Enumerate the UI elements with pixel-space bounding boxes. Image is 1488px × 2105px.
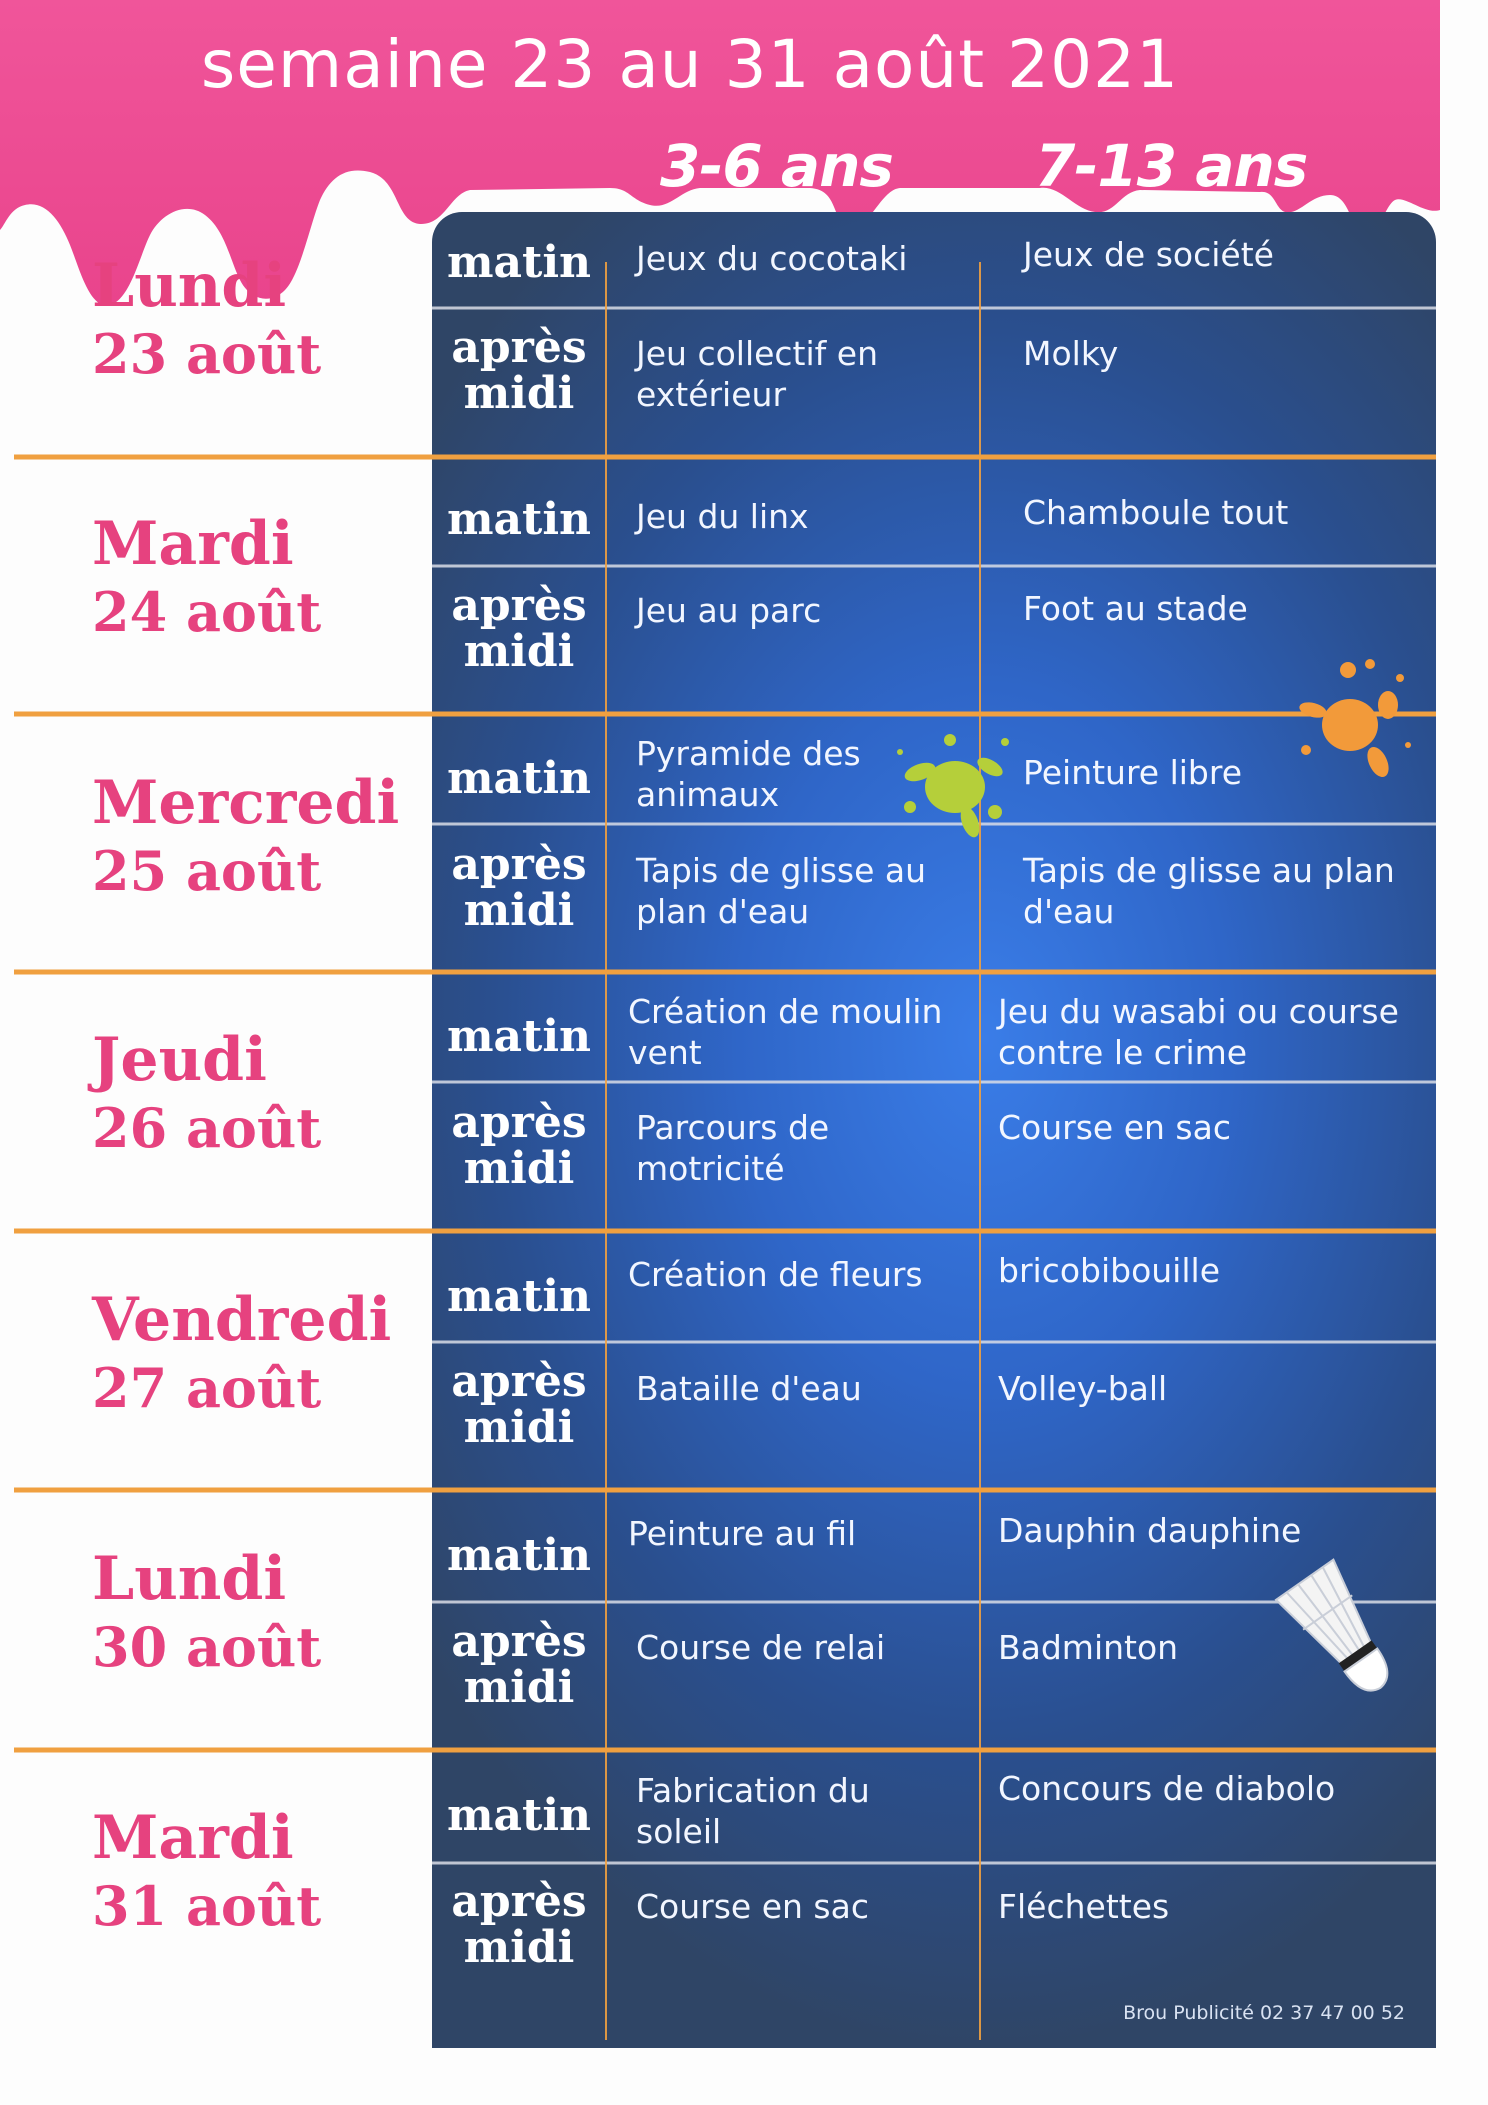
activity-cell: Parcours de motricité xyxy=(636,1108,830,1188)
day-name: Lundi xyxy=(92,1544,287,1614)
slot-label-apres-midi: après midi xyxy=(451,1356,587,1454)
activity-cell: Chamboule tout xyxy=(1023,493,1289,532)
day-label xyxy=(92,250,422,387)
activity-cell: Fabrication du soleil xyxy=(636,1771,870,1851)
footer-credit: Brou Publicité 02 37 47 00 52 xyxy=(1123,2002,1405,2024)
slot-label-apres-midi: après midi xyxy=(451,322,587,420)
day-name: Vendredi xyxy=(92,1285,392,1355)
day-name: Mardi xyxy=(92,1803,294,1873)
day-date: 25 août xyxy=(92,839,322,903)
activity-cell: Dauphin dauphine xyxy=(998,1511,1302,1550)
activity-cell: Jeu du linx xyxy=(636,497,809,536)
activity-cell: Fléchettes xyxy=(998,1887,1170,1926)
activity-cell: Badminton xyxy=(998,1628,1179,1667)
slot-label-matin: matin xyxy=(446,237,592,288)
page-title: semaine 23 au 31 août 2021 xyxy=(200,26,1180,103)
day-date: 27 août xyxy=(92,1356,322,1420)
day-label xyxy=(92,767,422,904)
day-date: 30 août xyxy=(92,1615,322,1679)
activity-cell: Création de fleurs xyxy=(628,1255,923,1294)
day-name: Jeudi xyxy=(92,1025,267,1095)
activity-cell: Peinture au fil xyxy=(628,1514,857,1553)
slot-label-matin: matin xyxy=(446,753,592,804)
activity-cell: Molky xyxy=(1023,334,1119,373)
slot-label-apres-midi: après midi xyxy=(451,1097,587,1195)
activity-cell: Course en sac xyxy=(636,1887,869,1926)
slot-label-matin: matin xyxy=(446,494,592,545)
activity-cell: Jeu au parc xyxy=(636,591,822,630)
day-date: 31 août xyxy=(92,1874,322,1938)
slot-label-apres-midi: après midi xyxy=(451,839,587,937)
age-group-7-13: 7-13 ans xyxy=(1035,132,1308,200)
day-label xyxy=(92,1543,422,1680)
activity-cell: Bataille d'eau xyxy=(636,1369,862,1408)
activity-cell: Tapis de glisse au plan d'eau xyxy=(1023,851,1395,931)
activity-cell: Jeux de société xyxy=(1023,235,1274,274)
day-name: Mercredi xyxy=(92,768,400,838)
slot-label-apres-midi: après midi xyxy=(451,1876,587,1974)
slot-label-matin: matin xyxy=(446,1271,592,1322)
activity-cell: Volley-ball xyxy=(998,1369,1168,1408)
activity-cell: Course de relai xyxy=(636,1628,886,1667)
slot-label-apres-midi: après midi xyxy=(451,1616,587,1714)
activity-cell: bricobibouille xyxy=(998,1251,1220,1290)
age-group-3-6: 3-6 ans xyxy=(660,132,893,200)
activity-cell: Jeu collectif en extérieur xyxy=(636,334,878,414)
activity-cell: Concours de diabolo xyxy=(998,1769,1336,1808)
shuttlecock-icon xyxy=(1262,1548,1422,1718)
day-date: 23 août xyxy=(92,322,322,386)
day-name: Mardi xyxy=(92,509,294,579)
activity-cell: Course en sac xyxy=(998,1108,1231,1147)
day-name: Lundi xyxy=(92,251,287,321)
activity-cell: Jeu du wasabi ou course contre le crime xyxy=(998,992,1399,1072)
activity-cell: Foot au stade xyxy=(1023,589,1248,628)
activity-cell: Jeux du cocotaki xyxy=(636,239,908,278)
day-label xyxy=(92,1284,422,1421)
day-label xyxy=(92,1802,422,1939)
paint-splat-icon xyxy=(890,722,1020,852)
day-date: 26 août xyxy=(92,1096,322,1160)
activity-cell: Pyramide des animaux xyxy=(636,734,861,814)
day-label xyxy=(92,1024,422,1161)
activity-cell: Peinture libre xyxy=(1023,753,1243,792)
slot-label-apres-midi: après midi xyxy=(451,580,587,678)
activity-cell: Création de moulin vent xyxy=(628,992,943,1072)
slot-label-matin: matin xyxy=(446,1011,592,1062)
paint-splat-icon xyxy=(1288,650,1418,790)
slot-label-matin: matin xyxy=(446,1790,592,1841)
slot-label-matin: matin xyxy=(446,1530,592,1581)
activity-cell: Tapis de glisse au plan d'eau xyxy=(636,851,927,931)
day-date: 24 août xyxy=(92,580,322,644)
day-label xyxy=(92,508,422,645)
